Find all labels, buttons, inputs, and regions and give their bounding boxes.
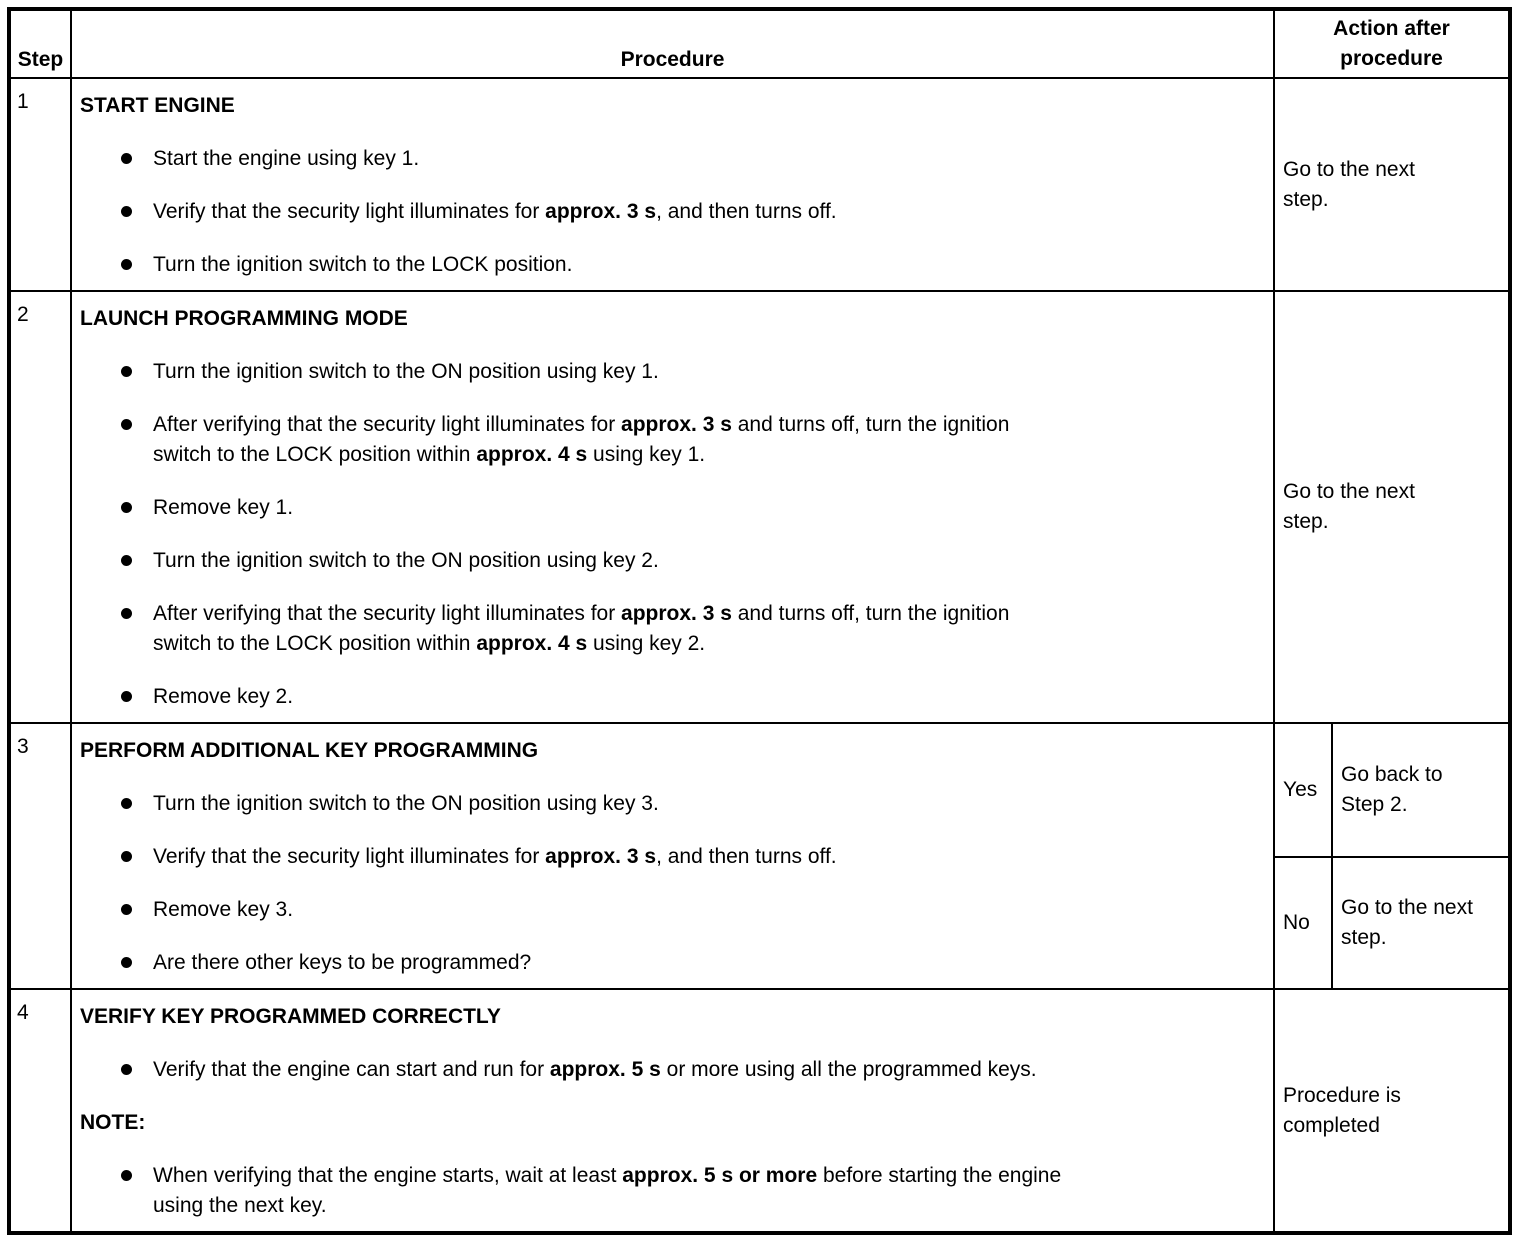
bullet-icon bbox=[121, 957, 132, 968]
bullet-icon bbox=[121, 153, 132, 164]
procedure-cell bbox=[71, 723, 1274, 989]
bullet-line bbox=[153, 250, 1273, 280]
bullet-line bbox=[153, 1161, 1273, 1191]
text-segment: Verify that the engine can start and run for bbox=[153, 1058, 550, 1081]
bold-text: approx. 5 s bbox=[549, 1058, 661, 1081]
text-segment: and turns off, turn the ignition bbox=[731, 602, 1010, 625]
procedure-title: PERFORM ADDITIONAL KEY PROGRAMMING bbox=[80, 739, 539, 762]
table-header bbox=[9, 9, 1510, 78]
branch-action-text bbox=[1332, 723, 1510, 857]
table-body bbox=[9, 78, 1510, 1233]
bullet-icon bbox=[121, 608, 132, 619]
text-segment: or more using all the programmed keys. bbox=[660, 1058, 1037, 1081]
bold-text: approx. 3 s bbox=[545, 200, 657, 223]
procedure-bullet bbox=[72, 948, 1273, 978]
bullet-icon bbox=[121, 1170, 132, 1181]
procedure-title: LAUNCH PROGRAMMING MODE bbox=[80, 307, 408, 330]
bullet-line bbox=[153, 410, 1273, 440]
bullet-line bbox=[153, 144, 1273, 174]
bullet-icon bbox=[121, 366, 132, 377]
bold-text: approx. 3 s bbox=[621, 413, 732, 436]
branch-label-yes: Yes bbox=[1274, 723, 1332, 857]
procedure-bullet bbox=[72, 250, 1273, 280]
text-segment: Start the engine using key 1. bbox=[153, 147, 420, 170]
text-segment: using the next key. bbox=[153, 1194, 327, 1217]
text-segment: When verifying that the engine starts, wait at least bbox=[153, 1164, 623, 1187]
table-row bbox=[9, 723, 1510, 857]
bullet-line bbox=[153, 842, 1273, 872]
bullet-line bbox=[153, 1055, 1273, 1085]
bullet-line bbox=[153, 682, 1273, 712]
step-number: 3 bbox=[9, 723, 71, 989]
table-row bbox=[9, 989, 1510, 1233]
text-segment: Turn the ignition switch to the LOCK position. bbox=[153, 253, 573, 276]
text-segment: After verifying that the security light illuminates for bbox=[153, 602, 622, 625]
text-segment: Verify that the security light illuminates for bbox=[153, 845, 546, 868]
text-segment: Remove key 3. bbox=[153, 898, 294, 921]
bullet-icon bbox=[121, 555, 132, 566]
action-line: step. bbox=[1283, 510, 1329, 533]
action-line: Go to the next bbox=[1283, 480, 1415, 503]
text-segment: switch to the LOCK position within bbox=[153, 632, 477, 655]
bullet-line bbox=[153, 1191, 1273, 1221]
text-segment: Turn the ignition switch to the ON position using key 1. bbox=[153, 360, 659, 383]
text-segment: Remove key 1. bbox=[153, 496, 294, 519]
text-segment: , and then turns off. bbox=[656, 200, 837, 223]
action-line: Go back to bbox=[1341, 763, 1443, 786]
action-line: Procedure is bbox=[1283, 1083, 1401, 1107]
procedure-bullet bbox=[72, 599, 1273, 659]
action-cell bbox=[1274, 78, 1510, 291]
step-number: 1 bbox=[9, 78, 71, 291]
procedure-cell bbox=[71, 291, 1274, 723]
text-segment: using key 2. bbox=[587, 632, 706, 655]
bullet-line bbox=[153, 493, 1273, 523]
bullet-line bbox=[153, 948, 1273, 978]
procedure-title: START ENGINE bbox=[80, 94, 235, 117]
bullet-line bbox=[153, 197, 1273, 227]
action-header-line: Action after bbox=[1333, 17, 1450, 40]
bullet-icon bbox=[121, 502, 132, 513]
bullet-icon bbox=[121, 851, 132, 862]
procedure-bullet bbox=[72, 357, 1273, 387]
procedure-bullet bbox=[72, 1161, 1273, 1221]
procedure-bullet bbox=[72, 789, 1273, 819]
bullet-line bbox=[153, 599, 1273, 629]
table-row bbox=[9, 291, 1510, 723]
action-line: step. bbox=[1283, 187, 1329, 211]
text-segment: before starting the engine bbox=[817, 1164, 1062, 1187]
bullet-icon bbox=[121, 798, 132, 809]
bullet-icon bbox=[121, 904, 132, 915]
bullet-icon bbox=[121, 1064, 132, 1075]
text-segment: , and then turns off. bbox=[656, 845, 837, 868]
procedure-bullet bbox=[72, 895, 1273, 925]
procedure-bullet bbox=[72, 1055, 1273, 1085]
procedure-bullet bbox=[72, 842, 1273, 872]
bullet-line bbox=[153, 440, 1273, 470]
procedure-bullet bbox=[72, 197, 1273, 227]
bullet-line bbox=[153, 546, 1273, 576]
bullet-line bbox=[153, 789, 1273, 819]
action-cell bbox=[1274, 989, 1510, 1233]
action-header-line: procedure bbox=[1340, 47, 1443, 70]
text-segment: After verifying that the security light illuminates for bbox=[153, 413, 622, 436]
bold-text: approx. 3 s bbox=[621, 602, 732, 625]
step-number: 4 bbox=[9, 989, 71, 1233]
bullet-icon bbox=[121, 419, 132, 430]
text-segment: Verify that the security light illuminates for bbox=[153, 200, 546, 223]
bold-text: approx. 3 s bbox=[545, 845, 657, 868]
column-header-action bbox=[1274, 9, 1510, 78]
bullet-icon bbox=[121, 259, 132, 270]
step-number: 2 bbox=[9, 291, 71, 723]
procedure-title: VERIFY KEY PROGRAMMED CORRECTLY bbox=[80, 1005, 501, 1028]
procedure-bullet bbox=[72, 682, 1273, 712]
branch-action-text bbox=[1332, 857, 1510, 989]
action-line: Step 2. bbox=[1341, 793, 1408, 816]
text-segment: Remove key 2. bbox=[153, 685, 294, 708]
note-label: NOTE: bbox=[80, 1111, 146, 1134]
branch-label-no: No bbox=[1274, 857, 1332, 989]
action-line: completed bbox=[1283, 1113, 1380, 1137]
column-header-step: Step bbox=[9, 9, 71, 78]
procedure-bullet bbox=[72, 546, 1273, 576]
action-line: step. bbox=[1341, 926, 1387, 949]
action-cell bbox=[1274, 291, 1510, 723]
bullet-line bbox=[153, 895, 1273, 925]
bold-text: approx. 4 s bbox=[476, 632, 588, 655]
procedure-table bbox=[7, 7, 1512, 1235]
action-line: Go to the next bbox=[1283, 157, 1415, 181]
procedure-cell bbox=[71, 78, 1274, 291]
text-segment: switch to the LOCK position within bbox=[153, 443, 477, 466]
bold-text: approx. 5 s or more bbox=[622, 1164, 818, 1187]
procedure-bullet bbox=[72, 144, 1273, 174]
text-segment: and turns off, turn the ignition bbox=[731, 413, 1010, 436]
text-segment: using key 1. bbox=[587, 443, 706, 466]
action-line: Go to the next bbox=[1341, 896, 1473, 919]
text-segment: Turn the ignition switch to the ON position using key 3. bbox=[153, 792, 659, 815]
text-segment: Are there other keys to be programmed? bbox=[153, 951, 532, 974]
bullet-icon bbox=[121, 206, 132, 217]
column-header-procedure: Procedure bbox=[71, 9, 1274, 78]
table-row bbox=[9, 78, 1510, 291]
text-segment: Turn the ignition switch to the ON position using key 2. bbox=[153, 549, 659, 572]
procedure-bullet bbox=[72, 410, 1273, 470]
bullet-icon bbox=[121, 691, 132, 702]
procedure-cell bbox=[71, 989, 1274, 1233]
procedure-bullet bbox=[72, 493, 1273, 523]
bullet-line bbox=[153, 629, 1273, 659]
bullet-line bbox=[153, 357, 1273, 387]
bold-text: approx. 4 s bbox=[476, 443, 588, 466]
